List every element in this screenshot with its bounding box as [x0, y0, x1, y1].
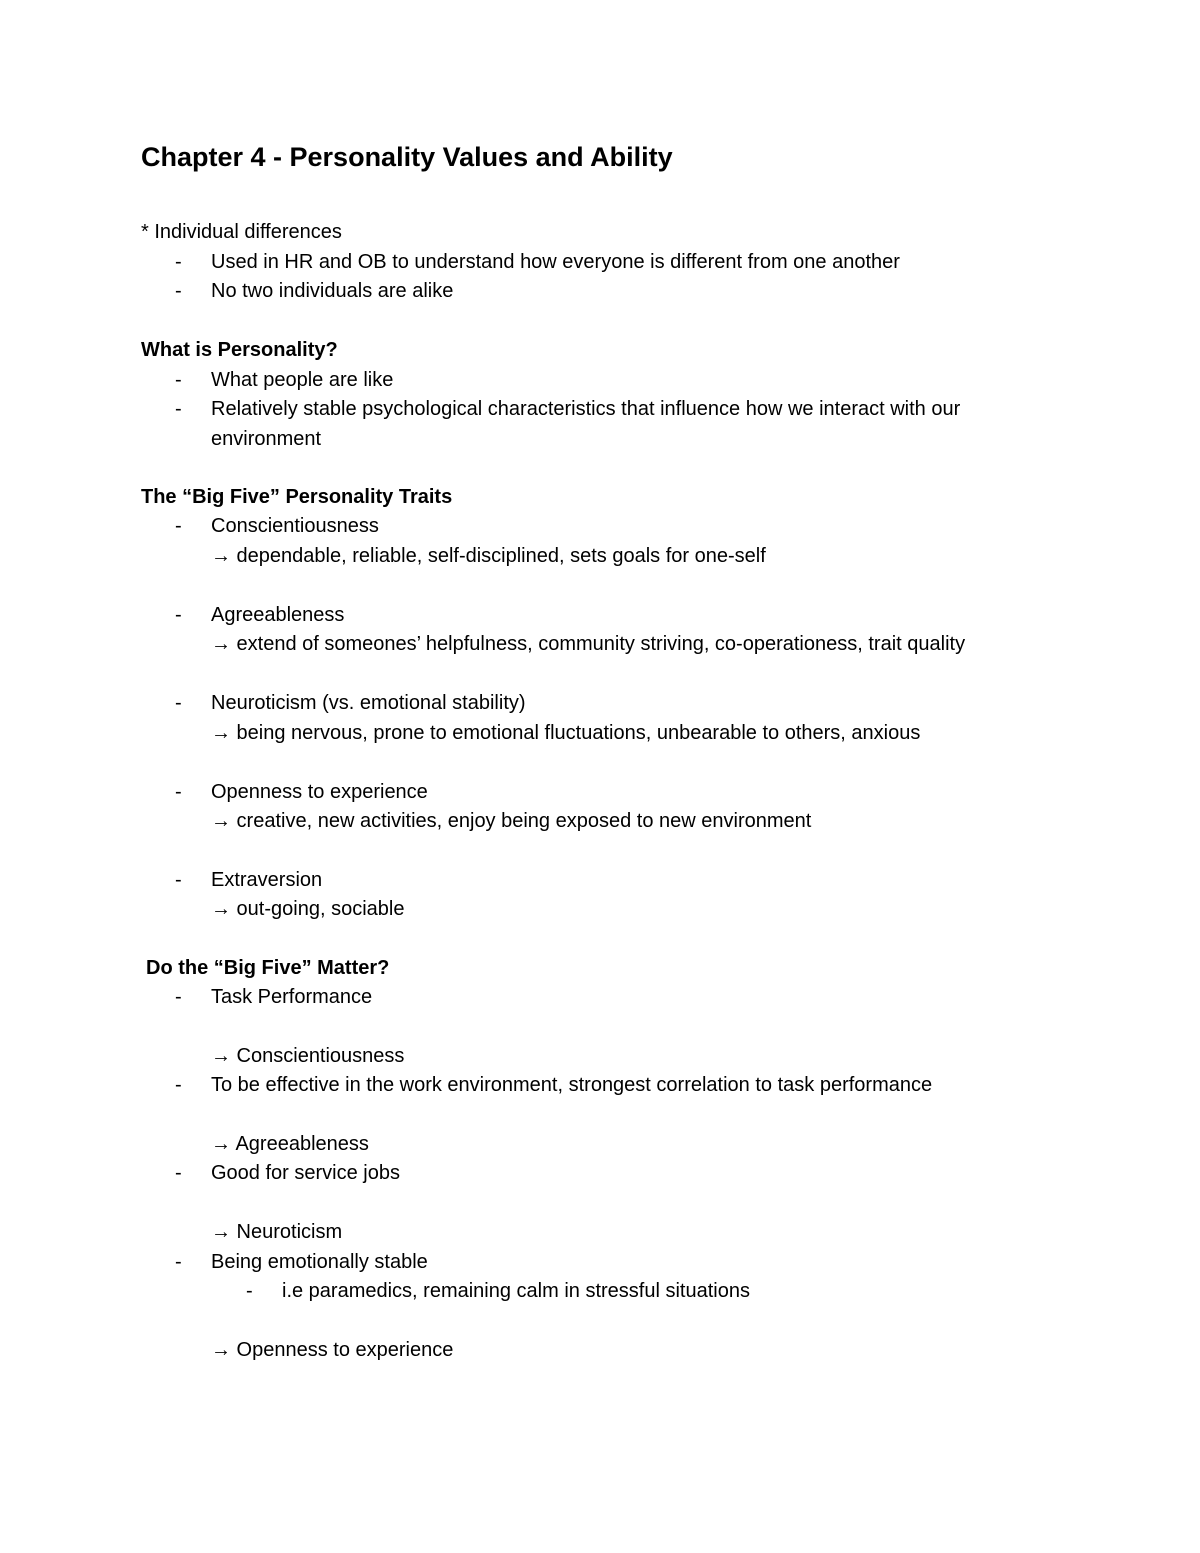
list-item: What people are like	[211, 369, 394, 391]
trait-description: → dependable, reliable, self-disciplined, sets goals for one-self	[211, 545, 766, 567]
trait-name: Neuroticism (vs. emotional stability)	[211, 692, 526, 714]
list-item: Task Performance	[211, 986, 373, 1008]
list-item: Relatively stable psychological characteristics that influence how we interact with our	[211, 398, 961, 420]
list-item: To be effective in the work environment, strongest correlation to task performance	[211, 1074, 933, 1096]
section-heading-matter: Do the “Big Five” Matter?	[146, 957, 390, 979]
list-item: Good for service jobs	[211, 1162, 400, 1184]
page-title: Chapter 4 - Personality Values and Ability	[141, 142, 673, 172]
bullet-dash: -	[175, 692, 182, 714]
sub-bullet-dash: -	[246, 1280, 253, 1302]
arrow-item: → Conscientiousness	[211, 1045, 405, 1067]
bullet-dash: -	[175, 1074, 182, 1096]
bullet-dash: -	[175, 781, 182, 803]
trait-name: Openness to experience	[211, 781, 428, 803]
arrow-item: → Neuroticism	[211, 1221, 343, 1243]
arrow-item: → Openness to experience	[211, 1339, 454, 1361]
trait-description: → out-going, sociable	[211, 898, 405, 920]
bullet-dash: -	[175, 1251, 182, 1273]
trait-name: Extraversion	[211, 869, 323, 891]
section-heading-big-five: The “Big Five” Personality Traits	[141, 486, 453, 508]
trait-description: → being nervous, prone to emotional fluctuations, unbearable to others, anxious	[211, 722, 921, 744]
trait-name: Conscientiousness	[211, 515, 379, 537]
bullet-dash: -	[175, 1162, 182, 1184]
arrow-item: → Agreeableness	[211, 1133, 369, 1155]
list-item: Used in HR and OB to understand how everyone is different from one another	[211, 251, 900, 273]
section-heading-personality: What is Personality?	[141, 339, 338, 361]
sub-list-item: i.e paramedics, remaining calm in stressful situations	[282, 1280, 750, 1302]
list-item: No two individuals are alike	[211, 280, 454, 302]
bullet-dash: -	[175, 515, 182, 537]
list-item: Being emotionally stable	[211, 1251, 428, 1273]
bullet-dash: -	[175, 398, 182, 420]
trait-description: → extend of someones’ helpfulness, community striving, co-operationess, trait quality	[211, 633, 966, 655]
list-item-continuation: environment	[211, 428, 322, 450]
bullet-dash: -	[175, 604, 182, 626]
trait-name: Agreeableness	[211, 604, 345, 626]
bullet-dash: -	[175, 986, 182, 1008]
bullet-dash: -	[175, 251, 182, 273]
bullet-dash: -	[175, 280, 182, 302]
trait-description: → creative, new activities, enjoy being exposed to new environment	[211, 810, 812, 832]
intro-label: * Individual differences	[141, 221, 342, 243]
bullet-dash: -	[175, 369, 182, 391]
bullet-dash: -	[175, 869, 182, 891]
